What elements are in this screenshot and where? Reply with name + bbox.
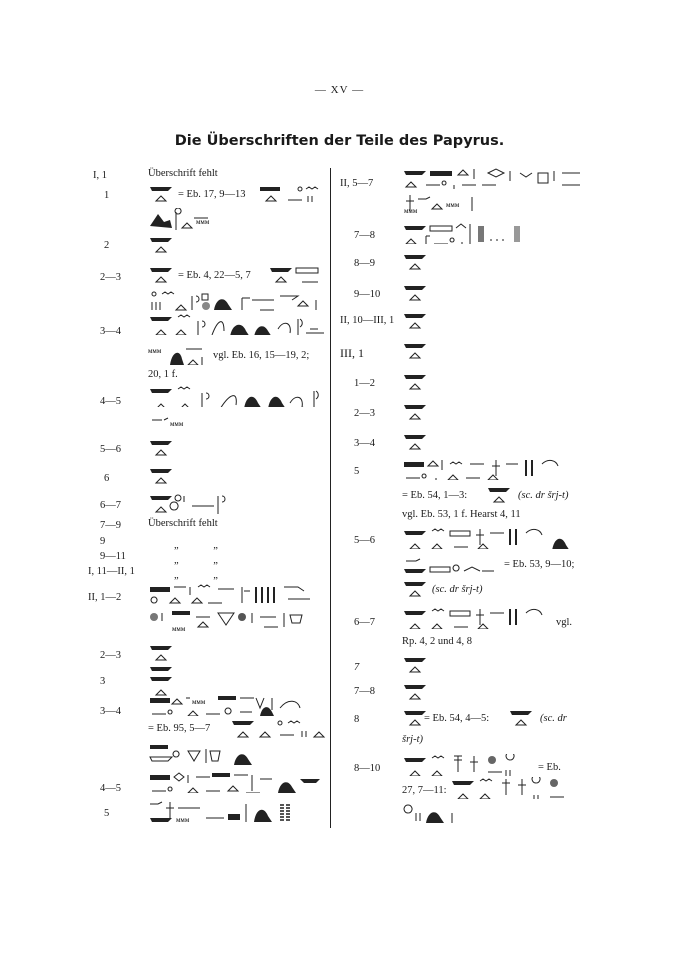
hieroglyph-group — [402, 167, 582, 189]
hieroglyph-group — [402, 681, 432, 703]
entry-label: 6 — [104, 473, 110, 484]
entry-text: = Eb. 95, 5—7 — [148, 723, 211, 734]
entry-text: vgl. Eb. 53, 1 f. Hearst 4, 11 — [402, 509, 521, 520]
hieroglyph-group — [258, 183, 324, 205]
hieroglyph-group — [148, 414, 208, 436]
svg-text:ᴍᴍᴍ: ᴍᴍᴍ — [176, 816, 190, 822]
entry-text: 27, 7—11: — [402, 785, 447, 796]
entry-label: II, 5—7 — [340, 178, 374, 189]
entry-label: 2—3 — [354, 408, 375, 419]
entry-label: 7—8 — [354, 686, 375, 697]
hieroglyph-group — [268, 264, 326, 286]
hieroglyph-group — [402, 527, 582, 549]
entry-text: „ „ — [174, 555, 218, 566]
entry-label: 9 — [100, 536, 106, 547]
entry-text: 20, 1 f. — [148, 369, 178, 380]
entry-label: 6—7 — [354, 617, 375, 628]
entry-text: Überschrift fehlt — [148, 168, 218, 179]
hieroglyph-group — [402, 803, 462, 825]
hieroglyph-group — [148, 800, 318, 822]
hieroglyph-group — [148, 385, 328, 407]
hieroglyph-group — [402, 654, 432, 676]
hieroglyph-group — [148, 343, 208, 365]
hieroglyph-group — [402, 251, 432, 273]
hieroglyph-group — [148, 694, 326, 716]
entry-label: 2—3 — [100, 650, 121, 661]
entry-label: 7 — [354, 662, 360, 673]
entry-label: 9—11 — [100, 551, 126, 562]
entry-label: 3—4 — [100, 326, 121, 337]
svg-text:ᴍᴍᴍ: ᴍᴍᴍ — [446, 201, 460, 209]
svg-text:ᴍᴍᴍ: ᴍᴍᴍ — [170, 420, 184, 428]
entry-text: = Eb. 17, 9—13 — [178, 189, 246, 200]
entry-text: = Eb. 4, 22—5, 7 — [178, 270, 251, 281]
entry-label: II, 10—III, 1 — [340, 315, 395, 326]
entry-label: 2 — [104, 240, 110, 251]
entry-label: 3 — [100, 676, 106, 687]
hieroglyph-group — [402, 310, 432, 332]
entry-text: (sc. dr šrj-t) — [432, 584, 483, 595]
entry-text: vgl. — [556, 617, 573, 628]
entry-label: 3—4 — [354, 438, 375, 449]
hieroglyph-group — [148, 183, 178, 205]
svg-text:ᴍᴍᴍ: ᴍᴍᴍ — [148, 347, 162, 355]
column-divider — [330, 168, 331, 828]
svg-text:ᴍᴍᴍ: ᴍᴍᴍ — [192, 698, 206, 706]
hieroglyph-group — [148, 208, 218, 230]
entry-label: 5—6 — [100, 444, 121, 455]
entry-label: 4—5 — [100, 396, 121, 407]
hieroglyph-group — [402, 754, 532, 776]
hieroglyph-group — [402, 371, 432, 393]
hieroglyph-group — [148, 290, 324, 312]
hieroglyph-group — [402, 282, 432, 304]
hieroglyph-group — [148, 771, 326, 793]
hieroglyph-group — [402, 222, 542, 244]
entry-text: = Eb. — [538, 762, 561, 773]
entry-text: = Eb. 54, 1—3: — [402, 490, 468, 501]
hieroglyph-group — [148, 437, 178, 459]
hieroglyph-group — [402, 340, 432, 362]
hieroglyph-group — [402, 607, 552, 629]
hieroglyph-group — [148, 642, 178, 664]
hieroglyph-group — [402, 555, 498, 577]
hieroglyph-group — [148, 465, 178, 487]
page-title: Die Überschriften der Teile des Papyrus. — [174, 133, 505, 149]
hieroglyph-group — [148, 234, 178, 256]
entry-label: 8—9 — [354, 258, 375, 269]
hieroglyph-group — [402, 193, 482, 215]
entry-label: 4—5 — [100, 783, 121, 794]
entry-label: 1 — [104, 190, 110, 201]
entry-label: I, 1 — [93, 170, 107, 181]
hieroglyph-group — [148, 583, 326, 605]
entry-label: 7—9 — [100, 520, 121, 531]
hieroglyph-group — [148, 313, 326, 335]
entry-label: 2—3 — [100, 272, 121, 283]
hieroglyph-group — [486, 484, 516, 506]
svg-text:ᴍᴍᴍ: ᴍᴍᴍ — [196, 218, 210, 226]
entry-label: I, 11—II, 1 — [88, 566, 135, 577]
entry-text: (sc. dr šrj-t) — [518, 490, 569, 501]
hieroglyph-group — [148, 743, 268, 765]
entry-label: II, 1—2 — [88, 592, 122, 603]
entry-label: 6—7 — [100, 500, 121, 511]
entry-label: III, 1 — [340, 346, 364, 360]
svg-text:ᴍᴍᴍ: ᴍᴍᴍ — [172, 625, 186, 631]
entry-label: 5 — [354, 466, 360, 477]
page-number: — XV — — [314, 84, 365, 96]
hieroglyph-group — [148, 663, 178, 685]
entry-label: 8 — [354, 714, 360, 725]
hieroglyph-group — [402, 458, 582, 480]
entry-text: Rp. 4, 2 und 4, 8 — [402, 636, 473, 647]
hieroglyph-group — [508, 707, 538, 729]
entry-text: = Eb. 53, 9—10; — [504, 559, 575, 570]
hieroglyph-group — [450, 777, 570, 799]
entry-text: „ „ — [174, 540, 218, 551]
svg-text:ᴍᴍᴍ: ᴍᴍᴍ — [404, 207, 418, 215]
entry-text: (sc. dr — [540, 713, 567, 724]
entry-label: 7—8 — [354, 230, 375, 241]
entry-label: 1—2 — [354, 378, 375, 389]
entry-label: 3—4 — [100, 706, 121, 717]
entry-text: Überschrift fehlt — [148, 518, 218, 529]
entry-label: 9—10 — [354, 289, 381, 300]
entry-text: = Eb. 54, 4—5: — [424, 713, 490, 724]
entry-label: 5—6 — [354, 535, 375, 546]
hieroglyph-group — [402, 578, 432, 600]
hieroglyph-group — [148, 492, 238, 514]
hieroglyph-group — [148, 264, 178, 286]
hieroglyph-group — [402, 401, 432, 423]
entry-text: šrj-t) — [402, 734, 423, 745]
hieroglyph-group — [230, 717, 326, 739]
entry-label: 8—10 — [354, 763, 381, 774]
entry-label: 5 — [104, 808, 110, 819]
hieroglyph-group — [402, 431, 432, 453]
hieroglyph-group — [148, 609, 304, 631]
entry-text: vgl. Eb. 16, 15—19, 2; — [213, 350, 310, 361]
entry-text: „ „ — [174, 570, 218, 581]
